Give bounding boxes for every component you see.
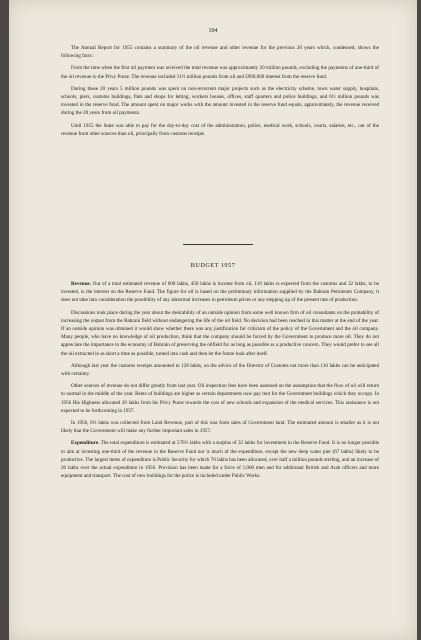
budget-paragraph: Although last year the customs receipts amounted to 128 lakhs, on the advice of the Director of Customs not more than 110 lakhs can be anticipated with certainty. bbox=[61, 362, 379, 378]
expenditure-label: Expenditure. bbox=[71, 440, 100, 447]
intro-paragraph: The Annual Report for 1955 contains a summary of the oil revenue and other revenue for the previous 20 years which, condensed, shows the following facts : bbox=[61, 45, 379, 60]
intro-paragraph: During these 20 years 5 million pounds was spent on non-recurrent major projects such as the electricity scheme, town water supply, hospitals, schools, piers, customs buildings, flats and shops for letting, workers houses, offices, staff quarters and police buildings, and 6½ million pounds was invested in the reserve fund. The amount spent on major works with the amount invested in the reserve fund equals, approximately, the revenue received during the 20 years from oil payments. bbox=[61, 85, 379, 117]
intro-paragraph: Until 1955 the State was able to pay for the day-to-day cost of the administration, police, medical work, schools, courts, salaries, etc., out of the revenue from other sources than oil, principally from customs receipts. bbox=[61, 122, 379, 137]
budget-paragraph: Discussions took place during the year about the desirability of an outside opinion from some well known firm of oil consultants on the probability of increasing the output from the Bahrain field without endangering the life of the oil field. No decision had been reached in this matter at the end of the year. If an outside opinion was obtained it would show whether there was any justification for criticism of the policy of the Government and the oil company. Many people, who have no knowledge of oil production, think that the company should be forced by the Government to produce more oil. They do not appreciate the importance to the economy of Bahrain of preserving the oilfield for as long as possible as a productive concern. They would prefer to see all the oil extracted in as short a time as possible, turned into cash and then let the future look after itself. bbox=[61, 309, 379, 357]
expenditure-paragraph bbox=[61, 439, 379, 480]
intro-paragraph: From the time when the first oil payment was received the total revenue was approximately 20 million pounds, excluding the payments of one-third of the oil revenue to the Privy Purse. The revenue included 11½ million pounds from oil and £900,000 interest from the reserve fund. bbox=[61, 65, 379, 80]
budget-section bbox=[61, 280, 379, 480]
section-divider bbox=[183, 244, 253, 245]
revenue-text: Out of a total estimated revenue of 608 lakhs, 450 lakhs is income from oil, 110 lakhs is expected from the customs and 32 lakhs, to be invested, is the interest on the Reserve Fund. The figure for oil is based on the preliminary information supplied by the Bahrain Petroleum Company, it does not take into consideration the possibility of any abnormal increases in petroleum prices or any stepping up of the present rate of production. bbox=[61, 281, 379, 304]
budget-paragraph: In 1956, 6½ lakhs was collected from Land Revenue, part of this was from sales of Government land. The estimated amount is smaller as it is not likely that the Government will make any further important sales in 1957. bbox=[61, 420, 379, 435]
expenditure-text: The total expenditure is estimated at 576½ lakhs with a surplus of 32 lakhs for investment in the Reserve Fund. It is no longer possible to aim at investing one-third of the revenue in the Reserve Fund nor is much of the expenditure, except the new deep water pier (67 lakhs) likely to be productive. The largest items of expenditure is Public Security for which 70 lakhs has been allocated, over half a million pounds sterling, and an increase of 20 lakhs over the actual expenditure in 1956. Provision has been made for a force of 1,000 men and for additional British and Arab officers and more equipment and transport. The cost of new buildings for the police is included under Public Works. bbox=[61, 440, 379, 480]
page-number: 104 bbox=[208, 28, 218, 34]
intro-section bbox=[61, 44, 379, 138]
revenue-label: Revenue. bbox=[71, 281, 91, 287]
budget-heading: BUDGET 1957 bbox=[190, 262, 236, 269]
budget-paragraph: Other sources of revenue do not differ greatly from last year. Oil inspection fees have been assessed on the assumption that the flow of oil will return to normal in the middle of the year. Rents of buildings are higher as certain departments now pay rent for the Government buildings which they occupy. In 1956 His Highness allocated 20 lakhs from his Privy Purse towards the cost of new schools and expansion of the medical services. This assistance is not expected to be forthcoming in 1957. bbox=[61, 383, 379, 414]
document-page bbox=[9, 0, 417, 640]
revenue-paragraph bbox=[61, 280, 379, 305]
